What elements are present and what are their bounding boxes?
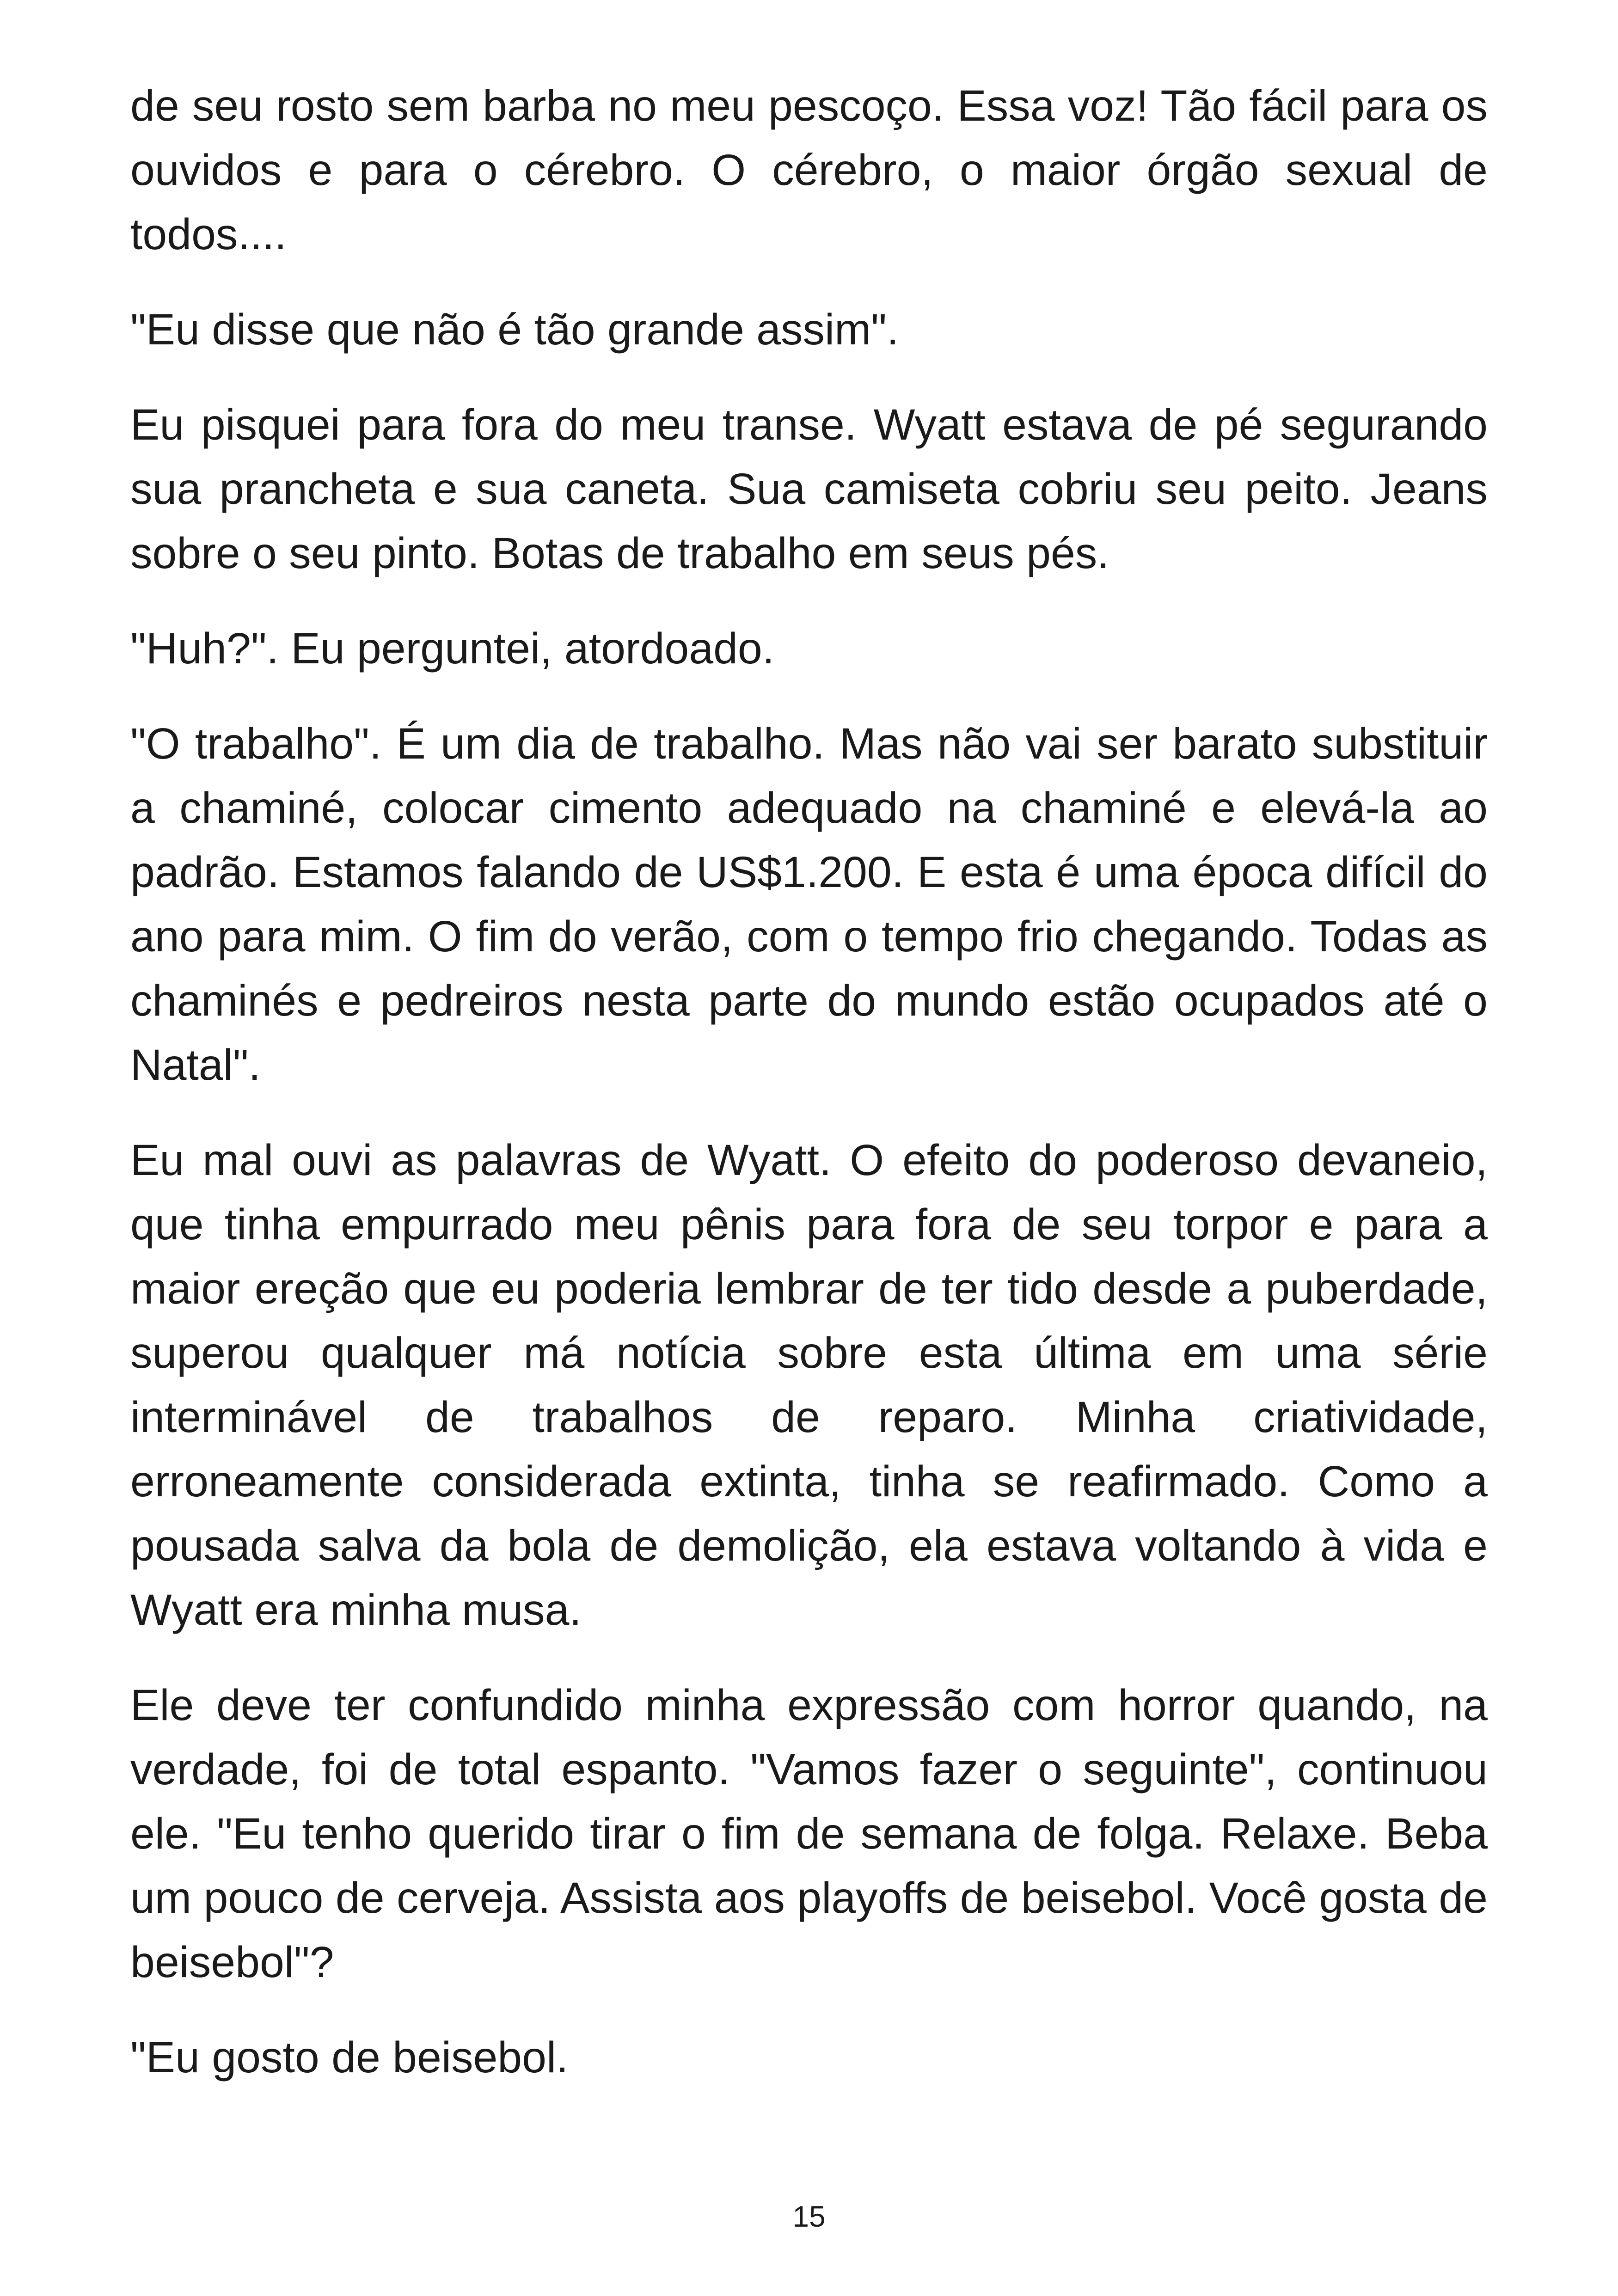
paragraph: Eu pisquei para fora do meu transe. Wyatt estava de pé segurando sua prancheta e sua caneta. Sua camiseta cobriu seu peito. Jeans sobre o seu pinto. Botas de trabalho em seus pés. (130, 400, 1488, 578)
body-text (130, 74, 1488, 2121)
paragraph: Eu mal ouvi as palavras de Wyatt. O efeito do poderoso devaneio, que tinha empurrado meu pênis para fora de seu torpor e para a maior ereção que eu poderia lembrar de ter tido desde a puberdade, superou qualquer má notícia sobre esta última em uma série interminável de trabalhos de reparo. Minha criatividade, erroneamente considerada extinta, tinha se reafirmado. Como a pousada salva da bola de demolição, ela estava voltando à vida e Wyatt era minha musa. (130, 1136, 1488, 1635)
paragraph: Ele deve ter confundido minha expressão com horror quando, na verdade, foi de total espanto. "Vamos fazer o seguinte", continuou ele. "Eu tenho querido tirar o fim de semana de folga. Relaxe. Beba um pouco de cerveja. Assista aos playoffs de beisebol. Você gosta de beisebol"? (130, 1681, 1488, 1987)
page-number: 15 (792, 2200, 826, 2233)
paragraph: "O trabalho". É um dia de trabalho. Mas não vai ser barato substituir a chaminé, colocar cimento adequado na chaminé e elevá-la ao padrão. Estamos falando de US$1.200. E esta é uma época difícil do ano para mim. O fim do verão, com o tempo frio chegando. Todas as chaminés e pedreiros nesta parte do mundo estão ocupados até o Natal". (130, 719, 1488, 1090)
paragraph: "Eu gosto de beisebol. (130, 2033, 569, 2082)
paragraph: "Eu disse que não é tão grande assim". (130, 305, 899, 354)
paragraph: de seu rosto sem barba no meu pescoço. Essa voz! Tão fácil para os ouvidos e para o cérebro. O cérebro, o maior órgão sexual de todos.... (130, 81, 1488, 259)
paragraph: "Huh?". Eu perguntei, atordoado. (130, 624, 775, 673)
